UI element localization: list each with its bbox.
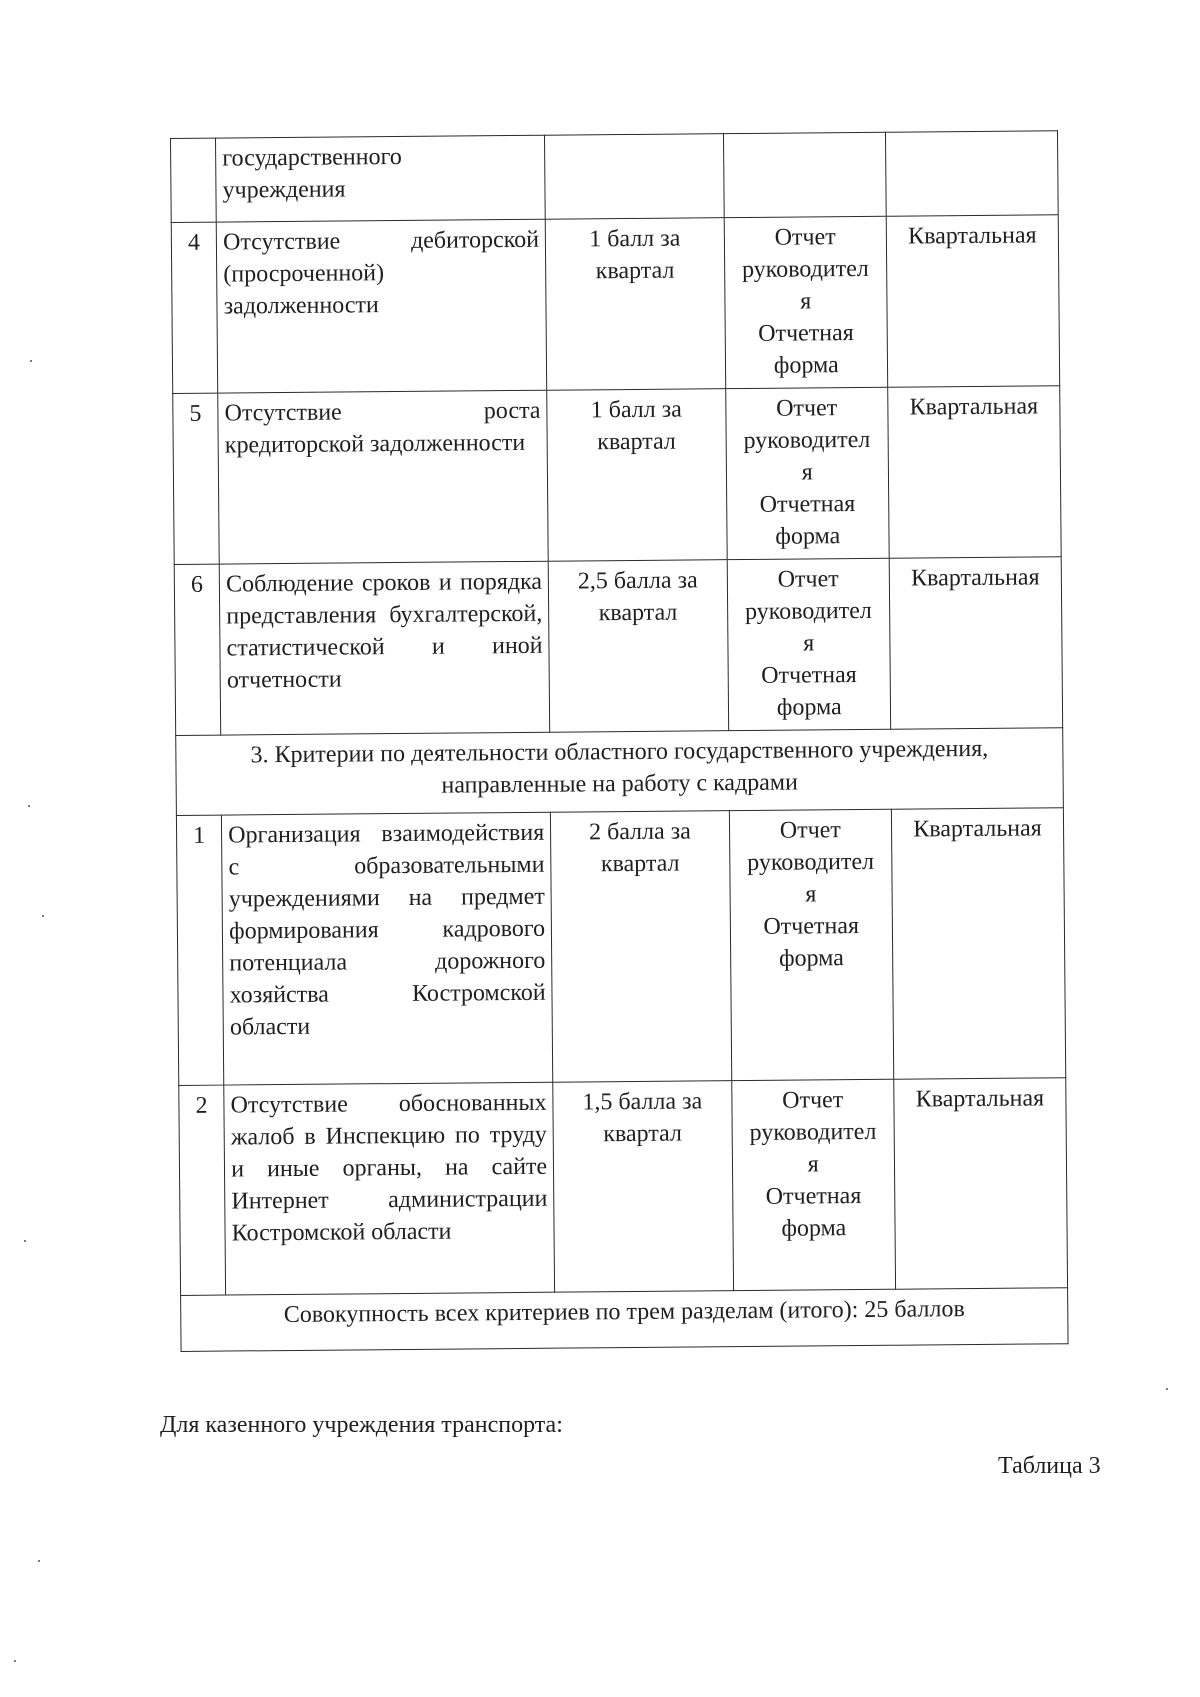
after-table-paragraph: Для казенного учреждения транспорта: xyxy=(160,1412,563,1438)
scan-speck xyxy=(28,805,30,807)
criterion-text: Отсутствие дебиторской (просроченной) задолженности xyxy=(216,219,546,393)
criterion-text: Отсутствие обоснованных жалоб в Инспекцию по труду и иные органы, на сайте Интернет администрации Костромской области xyxy=(224,1082,555,1295)
section-heading-row xyxy=(176,728,1064,816)
source-line: руководител xyxy=(741,255,869,284)
source-cell xyxy=(729,809,894,1080)
source-cell xyxy=(725,387,889,559)
total-text: Совокупность всех критериев по трем разделам (итого): 25 баллов xyxy=(181,1288,1068,1352)
source-line: форма xyxy=(775,523,841,550)
source-line: форма xyxy=(776,694,842,721)
source-line: Отчетная xyxy=(758,320,854,347)
scan-speck xyxy=(42,915,44,917)
scan-speck xyxy=(1166,1388,1168,1390)
source-line: Отчетная xyxy=(759,491,856,518)
row-number: 4 xyxy=(171,222,218,393)
period-cell xyxy=(885,131,1058,216)
source-cell xyxy=(731,1079,895,1290)
source-line: я xyxy=(801,459,813,486)
points-text: 1,5 балла за квартал xyxy=(553,1081,733,1293)
source-line: Отчет xyxy=(776,395,838,422)
criterion-text: Организация взаимодействия с образовательными учреждениями на предмет формирования кадрового потенциала дорожного хозяйства Костромской области xyxy=(222,812,553,1085)
row-number: 2 xyxy=(179,1085,226,1295)
criterion-text: Соблюдение сроков и порядка представления бухгалтерской, статистической и иной отчетности xyxy=(219,561,549,735)
source-line: Отчетная xyxy=(763,913,860,940)
scan-speck xyxy=(14,1660,16,1662)
period-text: Квартальная xyxy=(888,386,1062,558)
table-number-label: Таблица 3 xyxy=(998,1453,1101,1479)
period-text: Квартальная xyxy=(889,557,1063,729)
points-text: 1 балл за квартал xyxy=(545,218,725,391)
source-line: я xyxy=(805,881,817,908)
table-row xyxy=(174,557,1062,736)
period-text: Квартальная xyxy=(891,808,1065,1079)
row-number: 5 xyxy=(173,393,220,564)
row-number-cell xyxy=(171,138,217,222)
criterion-line: государственного xyxy=(222,143,402,172)
criterion-cell xyxy=(216,135,546,222)
points-cell xyxy=(545,134,724,220)
points-text: 2 балла за квартал xyxy=(551,811,732,1083)
table-row xyxy=(173,386,1061,565)
table-row xyxy=(179,1078,1068,1296)
source-line: я xyxy=(807,1151,819,1178)
source-line: я xyxy=(800,288,812,315)
source-line: Отчет xyxy=(774,224,836,251)
source-line: Отчет xyxy=(782,1087,844,1114)
points-text: 1 балл за квартал xyxy=(547,389,727,562)
scan-speck xyxy=(24,1240,26,1242)
source-line: руководител xyxy=(749,1118,877,1146)
scan-speck xyxy=(30,360,32,362)
table-row-continuation xyxy=(171,131,1059,223)
source-line: руководител xyxy=(743,426,871,455)
row-number: 6 xyxy=(174,564,221,735)
source-cell xyxy=(727,558,891,730)
criterion-line: учреждения xyxy=(222,176,346,204)
scan-speck xyxy=(38,1560,40,1562)
source-line: форма xyxy=(781,1215,847,1242)
period-text: Квартальная xyxy=(886,215,1060,387)
source-line: Отчетная xyxy=(761,662,857,689)
period-text: Квартальная xyxy=(894,1078,1068,1289)
source-line: я xyxy=(803,630,815,657)
table-row xyxy=(176,808,1065,1086)
table-row xyxy=(171,215,1059,394)
source-line: Отчетная xyxy=(765,1183,862,1210)
source-line: форма xyxy=(773,352,839,379)
source-line: Отчет xyxy=(777,566,839,593)
section-heading: 3. Критерии по деятельности областного государственного учреждения, направленные на работу с кадрами xyxy=(176,728,1064,816)
source-line: Отчет xyxy=(779,817,841,844)
source-cell xyxy=(724,216,888,388)
criterion-text: Отсутствие роста кредиторской задолженности xyxy=(218,390,548,564)
source-line: форма xyxy=(778,945,845,972)
source-line: руководител xyxy=(747,848,875,876)
source-line: руководител xyxy=(744,597,872,625)
row-number: 1 xyxy=(176,815,224,1085)
criteria-table xyxy=(170,130,1069,1352)
points-text: 2,5 балла за квартал xyxy=(548,560,728,733)
source-cell xyxy=(723,132,886,217)
total-row xyxy=(181,1288,1068,1352)
